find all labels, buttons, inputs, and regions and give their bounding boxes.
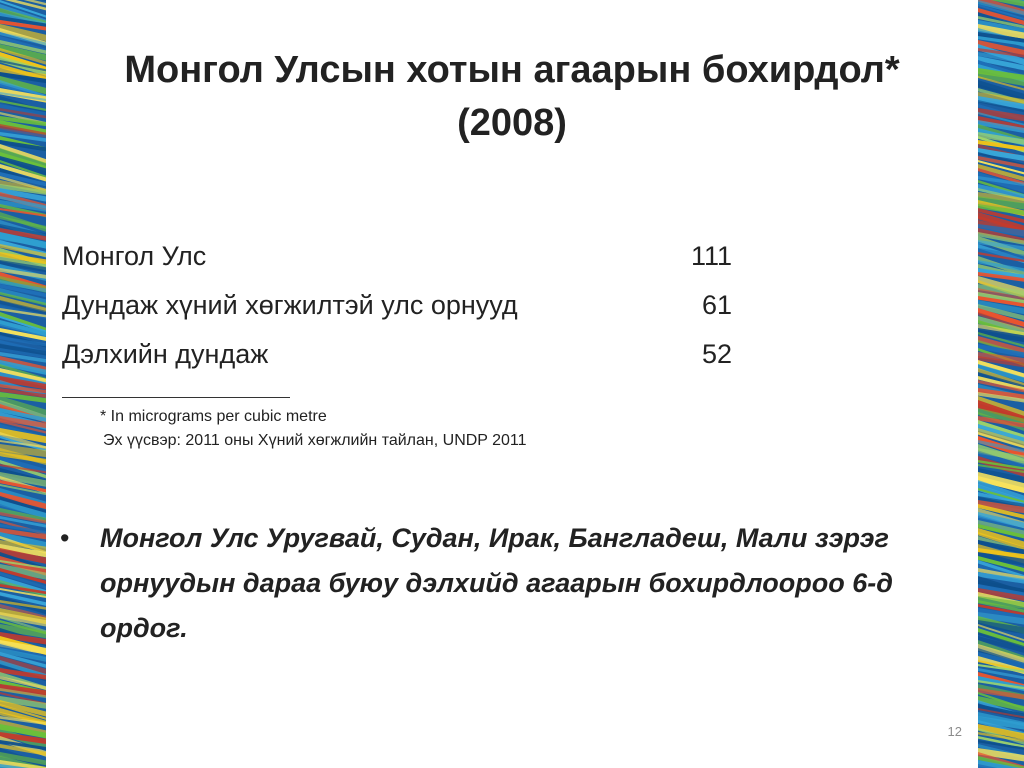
title-line-2: (2008) [457,102,567,144]
stat-value: 61 [701,290,732,320]
stat-row-world-average [62,332,762,381]
stat-row-medium-hdi [62,283,762,332]
slide-title [60,44,964,150]
stat-label: Дундаж хүний хөгжилтэй улс орнууд [62,290,518,320]
decorative-left-stripe [0,0,46,768]
pollution-stats-list [62,234,762,381]
title-line-1: Монгол Улсын хотын агаарын бохирдол* [124,49,900,91]
stat-row-mongolia [62,234,762,283]
stripe-pattern-right [978,0,1024,768]
decorative-right-stripe [978,0,1024,768]
bullet-icon: • [60,523,70,553]
footnote-divider [62,397,290,398]
footnote-source: Эх үүсвэр: 2011 оны Хүний хөгжлийн тайлан, UNDP 2011 [103,432,527,449]
stat-label: Дэлхийн дундаж [62,339,269,369]
stat-value: 111 [690,241,732,271]
stat-label: Монгол Улс [62,241,207,271]
stripe-pattern-left [0,0,46,768]
bullet-text: Монгол Улс Уругвай, Судан, Ирак, Бангладеш, Мали зэрэг орнуудын дараа буюу дэлхийд агаарын бохирдлоороо 6-д ордог. [100,523,893,643]
page-number: 12 [947,724,962,739]
stat-value: 52 [701,339,732,369]
footnote-units: * In micrograms per cubic metre [100,408,327,425]
